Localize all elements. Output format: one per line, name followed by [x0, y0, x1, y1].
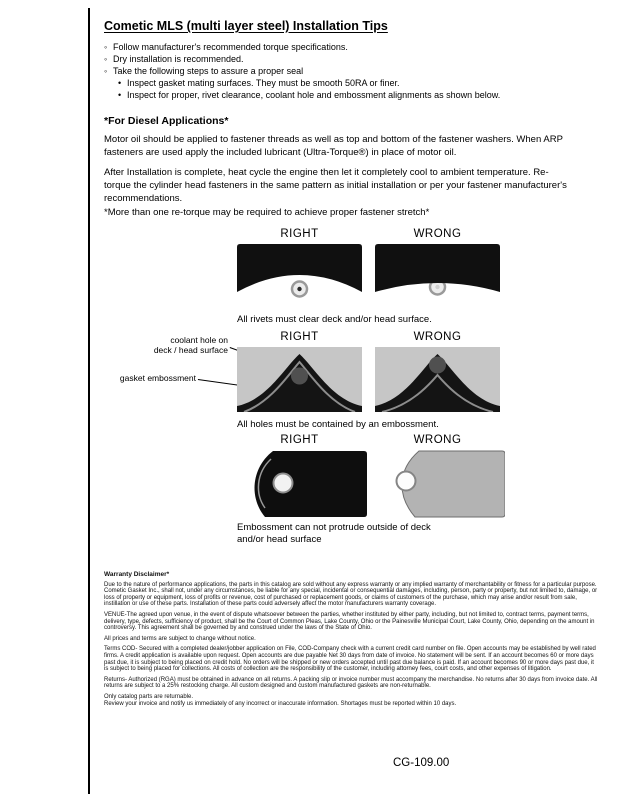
hole-icon [397, 472, 416, 491]
gasket-embossment-callout [86, 374, 196, 384]
embossment-wrong-diagram [375, 347, 500, 412]
filled-bullet-icon: • [118, 90, 122, 100]
page-title: Cometic MLS (multi layer steel) Installation Tips [104, 19, 388, 33]
disclaimer-paragraph: Returns- Authorized (RGA) must be obtained in advance on all returns. A packing slip or invoice number must accompany the merchandise. No returns after 30 days from invoice date. All returns are subject to a 25% restocking charge. All custom designed and custom manufactured gaskets are non-returnable. [104, 676, 598, 690]
disclaimer-paragraph: Only catalog parts are returnable. [104, 693, 194, 700]
hollow-bullet-icon: ◦ [104, 66, 108, 76]
deck-shape [402, 451, 505, 517]
warranty-disclaimer [104, 572, 598, 711]
coolant-hole-icon [291, 368, 308, 385]
filled-bullet-icon: • [118, 78, 122, 88]
hollow-bullet-icon: ◦ [104, 42, 108, 52]
tip-text: Follow manufacturer's recommended torque specifications. [113, 42, 348, 52]
disclaimer-paragraph: All prices and terms are subject to change without notice. [104, 635, 256, 642]
coolant-hole-callout-line2: deck / head surface [153, 344, 228, 355]
gasket-embossment-callout-text: gasket embossment [119, 373, 196, 383]
protrusion-right-diagram [237, 450, 367, 518]
right-label: RIGHT [280, 434, 319, 446]
coolant-hole-callout [128, 336, 228, 355]
disclaimer-paragraph: Terms COD- Secured with a completed dealer/jobber application on File, COD-Company check with a current credit card number on file. Open accounts may be established by well rated firms. A credit application is available upon request. Open accounts are due payable Net 30 days from date of invoice. No statement will be sent. If an account becomes 60 or more days past due, it is subject to being placed on credit hold. No orders will be shipped or new orders accepted until past due balance is paid. If an account becomes 90 or more days past due, it is subject to being placed for collections. All costs of collection are the responsibility of the customer, including attorney fees, court costs, and other expenses of litigation. [104, 646, 596, 673]
tip-item [104, 65, 590, 77]
diesel-paragraph-2: After Installation is complete, heat cycle the engine then let it completely cool to ambient temperature. Re-torque the cylinder head fasteners in the same pattern as initial installation or per your fastener manufacturer's recommendations. [104, 167, 567, 204]
tip-item [104, 41, 590, 53]
diagram-caption: All holes must be contained by an embossment. [237, 419, 439, 430]
right-label: RIGHT [280, 228, 319, 240]
disclaimer-paragraph: Due to the nature of performance applications, the parts in this catalog are sold without any express warranty or any implied warranty of merchantability or fitness for a particular purpose. Cometic Gasket Inc., shall not, under any circumstances, be liable for any special, incidental or consequential damages, including, person, party or property, but not limited to, damage, or loss of property or equipment, loss of profits or revenue, cost of purchased or replacement goods, or claims of customers of the purchase, which may arise and/or result from sale, instillation or use of these parts. Installation of these parts could adversely affect the motor manufacturers warranty coverage. [104, 581, 598, 608]
rivet-center-dot [435, 285, 439, 289]
diesel-paragraph-1: Motor oil should be applied to fastener threads as well as top and bottom of the fastener washers. When ARP fasteners are used apply the included lubricant (Ultra-Torque®) in place of motor oil. [104, 134, 563, 158]
diagram-caption: All rivets must clear deck and/or head surface. [237, 314, 432, 325]
page-code: CG-109.00 [393, 757, 450, 769]
disclaimer-paragraph: Review your invoice and notify us immediately of any incorrect or inaccurate information. Shortages must be reported within 10 days. [104, 700, 457, 707]
tip-item [104, 53, 590, 65]
tip-text: Inspect gasket mating surfaces. They must be smooth 50RA or finer. [127, 78, 400, 88]
retorque-note: *More than one re-torque may be required to achieve proper fastener stretch* [104, 207, 430, 218]
wrong-label: WRONG [413, 434, 462, 446]
wrong-label: WRONG [413, 228, 462, 240]
coolant-hole-callout-line1: coolant hole on [170, 335, 228, 345]
deck-shape [255, 451, 367, 517]
coolant-hole-icon [429, 357, 446, 374]
tip-sub-item [104, 89, 590, 101]
disclaimer-paragraph: VENUE-The agreed upon venue, in the event of dispute whatsoever between the parties, whether instituted by either party, including, but not limited to, contract terms, payment terms, delivery, type, defects, sufficiency of product, shall be the Court of Common Pleas, Lake County, Ohio or the Painesville Municipal Court, Lake County, Ohio, depending on the amount in controversy. This agreement shall be governed by and construed under the laws of the State of Ohio. [104, 611, 595, 632]
rivet-right-diagram [237, 244, 362, 306]
tips-list [104, 41, 590, 101]
rivet-center-dot [297, 287, 301, 291]
rivet-wrong-diagram [375, 244, 500, 306]
tip-text: Take the following steps to assure a proper seal [113, 66, 304, 76]
tip-sub-item [104, 77, 590, 89]
diesel-applications-heading: *For Diesel Applications* [104, 115, 229, 127]
hollow-bullet-icon: ◦ [104, 54, 108, 64]
warranty-disclaimer-heading: Warranty Disclaimer* [104, 571, 170, 578]
diagram-section [0, 226, 618, 558]
embossment-right-diagram [237, 347, 362, 412]
wrong-label: WRONG [413, 331, 462, 343]
right-label: RIGHT [280, 331, 319, 343]
protrusion-wrong-diagram [375, 450, 505, 518]
tip-text: Inspect for proper, rivet clearance, coolant hole and embossment alignments as shown below. [127, 90, 501, 100]
tip-text: Dry installation is recommended. [113, 54, 244, 64]
diagram-caption: Embossment can not protrude outside of deck and/or head surface [237, 522, 431, 545]
hole-icon [274, 474, 293, 493]
